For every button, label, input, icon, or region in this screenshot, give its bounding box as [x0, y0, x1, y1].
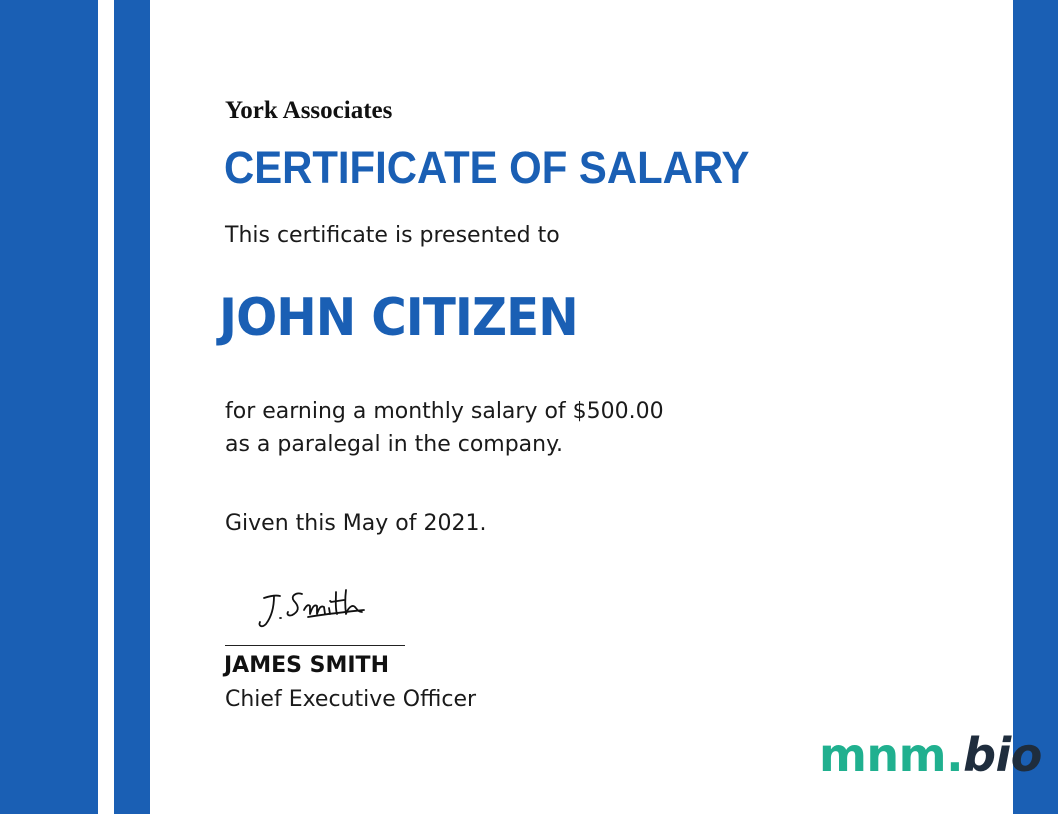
- recipient-name: JOHN CITIZEN: [219, 288, 578, 348]
- certificate-title: CERTIFICATE OF SALARY: [224, 142, 750, 193]
- signer-name: JAMES SMITH: [224, 653, 389, 678]
- salary-line: for earning a monthly salary of $500.00: [225, 399, 664, 424]
- position-line: as a paralegal in the company.: [225, 432, 563, 457]
- watermark-logo: [819, 728, 1042, 782]
- left-inner-stripe: [114, 0, 150, 814]
- watermark-part-mnm: mnm.: [819, 728, 964, 782]
- watermark-part-bio: bio: [963, 728, 1042, 782]
- given-date-text: Given this May of 2021.: [225, 511, 487, 536]
- presented-text: This certificate is presented to: [225, 223, 560, 248]
- left-outer-stripe: [0, 0, 98, 814]
- right-stripe: [1013, 0, 1058, 814]
- signer-role: Chief Executive Officer: [225, 687, 477, 712]
- handwritten-signature: [250, 584, 380, 634]
- signature-line: [225, 645, 405, 646]
- company-name: York Associates: [225, 97, 393, 124]
